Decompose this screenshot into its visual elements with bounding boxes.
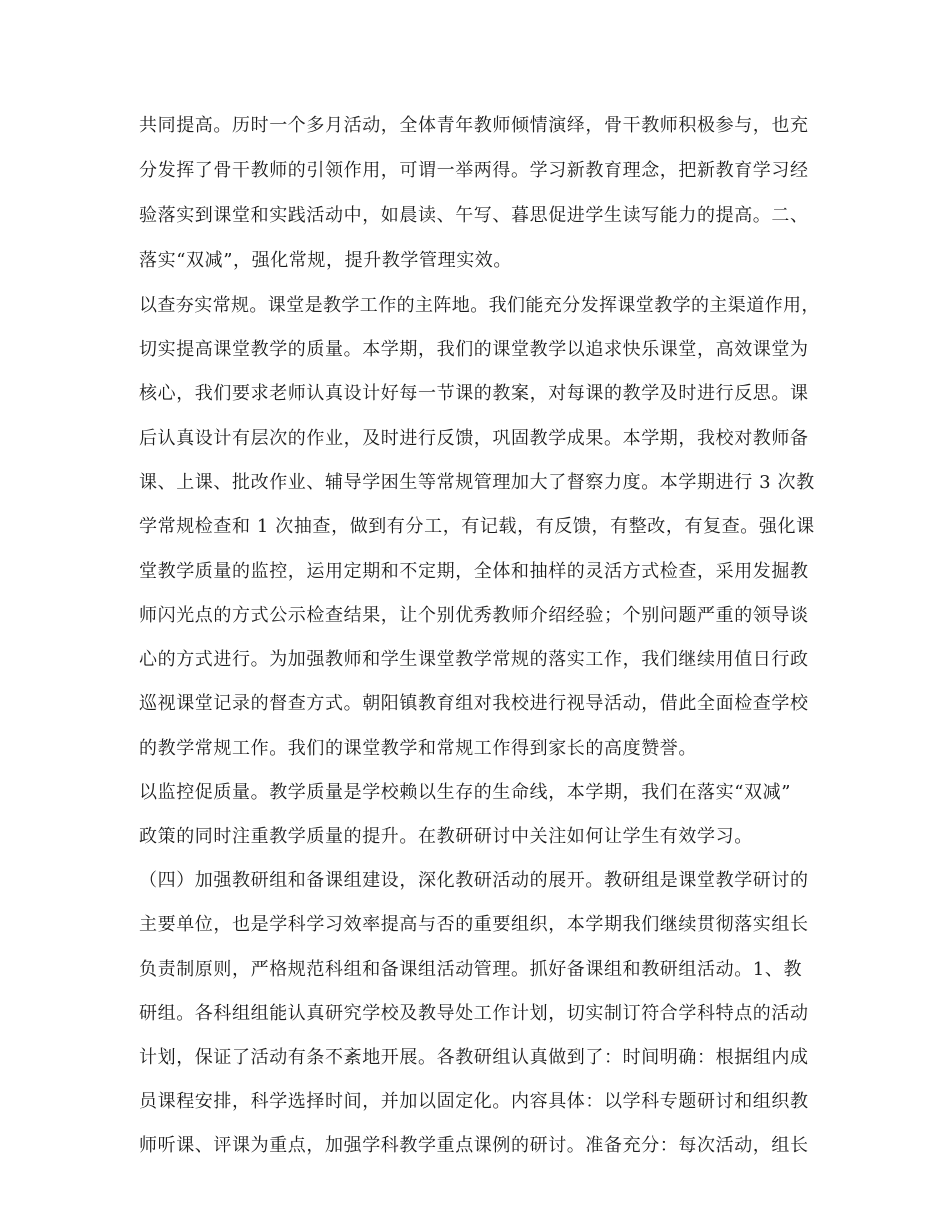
text-line: 以监控促质量。教学质量是学校赖以生存的生命线，本学期，我们在落实“双减” — [139, 782, 792, 803]
text-line: 主要单位，也是学科学习效率提高与否的重要组织，本学期我们继续贯彻落实组长 — [139, 914, 809, 935]
text-line: 课、上课、批改作业、辅导学困生等常规管理加大了督察力度。本学期进行 3 次教 — [139, 472, 815, 493]
text-line: 政策的同时注重教学质量的提升。在教研研讨中关注如何让学生有效学习。 — [139, 826, 753, 847]
text-line: 计划，保证了活动有条不紊地开展。各教研组认真做到了：时间明确：根据组内成 — [139, 1047, 809, 1068]
text-line: 分发挥了骨干教师的引领作用，可谓一举两得。学习新教育理念，把新教育学习经 — [139, 160, 809, 181]
text-line: 负责制原则，严格规范科组和备课组活动管理。抓好备课组和教研组活动。1、教 — [139, 959, 803, 980]
text-line: 学常规检查和 1 次抽查，做到有分工，有记载，有反馈，有整改，有复查。强化课 — [139, 516, 815, 537]
text-line: （四）加强教研组和备课组建设，深化教研活动的展开。教研组是课堂教学研讨的 — [139, 870, 809, 891]
text-line: 后认真设计有层次的作业，及时进行反馈，巩固教学成果。本学期，我校对教师备 — [139, 428, 809, 449]
text-line: 共同提高。历时一个多月活动，全体青年教师倾情演绎，骨干教师积极参与，也充 — [139, 115, 809, 136]
text-line: 研组。各科组组能认真研究学校及教导处工作计划，切实制订符合学科特点的活动 — [139, 1003, 809, 1024]
text-line: 心的方式进行。为加强教师和学生课堂教学常规的落实工作，我们继续用值日行政 — [139, 649, 809, 670]
text-line: 落实“双减”，强化常规，提升教学管理实效。 — [139, 250, 513, 271]
text-line: 堂教学质量的监控，运用定期和不定期，全体和抽样的灵活方式检查，采用发掘教 — [139, 561, 809, 582]
text-line: 巡视课堂记录的督查方式。朝阳镇教育组对我校进行视导活动，借此全面检查学校 — [139, 693, 809, 714]
text-line: 核心，我们要求老师认真设计好每一节课的教案，对每课的教学及时进行反思。课 — [139, 383, 809, 404]
text-line: 以查夯实常规。课堂是教学工作的主阵地。我们能充分发挥课堂教学的主渠道作用， — [139, 295, 820, 316]
text-line: 的教学常规工作。我们的课堂教学和常规工作得到家长的高度赞誉。 — [139, 738, 697, 759]
text-line: 师听课、评课为重点，加强学科教学重点课例的研讨。准备充分：每次活动，组长 — [139, 1135, 809, 1156]
text-line: 验落实到课堂和实践活动中，如晨读、午写、暮思促进学生读写能力的提高。二、 — [139, 205, 809, 226]
text-line: 员课程安排，科学选择时间，并加以固定化。内容具体：以学科专题研讨和组织教 — [139, 1091, 809, 1112]
text-line: 切实提高课堂教学的质量。本学期，我们的课堂教学以追求快乐课堂，高效课堂为 — [139, 339, 809, 360]
text-line: 师闪光点的方式公示检查结果，让个别优秀教师介绍经验；个别问题严重的领导谈 — [139, 605, 809, 626]
